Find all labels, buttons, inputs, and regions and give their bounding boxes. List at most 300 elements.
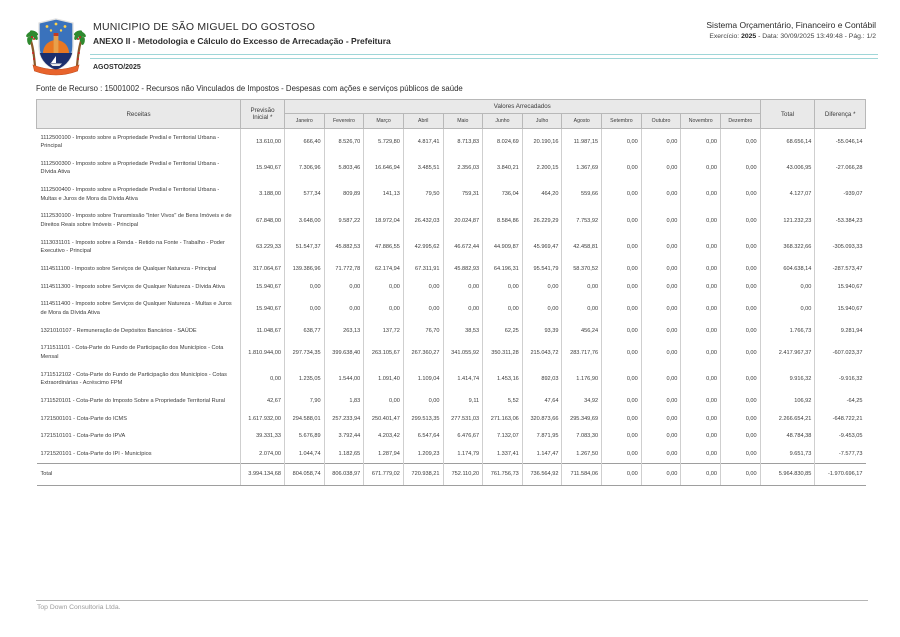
- receita-name: 1114511100 - Imposto sobre Serviços de Qualquer Natureza - Principal: [40, 266, 217, 273]
- col-month-fevereiro: Fevereiro: [324, 114, 364, 129]
- cell-marco: 47.886,55: [364, 234, 404, 260]
- cell-abril: 3.485,51: [403, 155, 443, 181]
- cell-junho: 0,00: [483, 296, 523, 322]
- cell-maio: 20.024,87: [443, 208, 483, 234]
- cell-marco: 0,00: [364, 392, 404, 410]
- cell-abril: 1.109,04: [403, 366, 443, 392]
- cell-fevereiro: 809,89: [324, 182, 364, 208]
- palm-right: [73, 29, 86, 66]
- cell-marco: 137,72: [364, 322, 404, 340]
- cell-fevereiro: 71.772,78: [324, 261, 364, 279]
- cell-previsao-inicial: 1.617.932,00: [241, 410, 285, 428]
- cell-abril: 4.817,41: [403, 129, 443, 156]
- cell-novembro: 0,00: [681, 445, 721, 463]
- cell-fevereiro: 1.182,65: [324, 445, 364, 463]
- cell-novembro: 0,00: [681, 464, 721, 486]
- cell-fevereiro: 263,13: [324, 322, 364, 340]
- cell-junho: 64.196,31: [483, 261, 523, 279]
- table-row: [37, 445, 866, 463]
- table-header: [37, 100, 866, 129]
- cell-julho: 0,00: [522, 296, 562, 322]
- cell-julho: 1.147,47: [522, 445, 562, 463]
- col-month-outubro: Outubro: [641, 114, 681, 129]
- col-month-abril: Abril: [403, 114, 443, 129]
- receita-name: 1112500100 - Imposto sobre a Propriedade Predial e Territorial Urbana - Principal: [40, 134, 220, 150]
- receita-name: 1113031101 - Imposto sobre a Renda - Retido na Fonte - Trabalho - Poder Executivo - Principal: [40, 239, 225, 255]
- cell-maio: 0,00: [443, 296, 483, 322]
- cell-setembro: 0,00: [602, 182, 642, 208]
- cell-maio: 0,00: [443, 278, 483, 296]
- cell-previsao-inicial: 1.810.944,00: [241, 340, 285, 366]
- cell-abril: 0,00: [403, 296, 443, 322]
- cell-outubro: 0,00: [641, 392, 681, 410]
- cell-diferenca: 15.940,67: [815, 296, 866, 322]
- cell-janeiro: 666,40: [284, 129, 324, 156]
- col-month-agosto: Agosto: [562, 114, 602, 129]
- cell-agosto: 456,24: [562, 322, 602, 340]
- report-meta: [706, 33, 876, 40]
- cell-junho: 8.584,86: [483, 208, 523, 234]
- cell-novembro: 0,00: [681, 129, 721, 156]
- cell-fevereiro: 399.638,40: [324, 340, 364, 366]
- cell-maio: 341.055,92: [443, 340, 483, 366]
- cell-fevereiro: 1,83: [324, 392, 364, 410]
- cell-maio: 759,31: [443, 182, 483, 208]
- footer-company: Top Down Consultoria Ltda.: [37, 604, 121, 611]
- receita-name: 1321010107 - Remuneração de Depósitos Bancários - SAÚDE: [40, 327, 197, 334]
- cell-junho: 271.163,06: [483, 410, 523, 428]
- cell-outubro: 0,00: [641, 261, 681, 279]
- col-total: Total: [760, 100, 815, 129]
- cell-maio: 752.110,20: [443, 464, 483, 486]
- footer-divider: [36, 600, 868, 601]
- col-month-janeiro: Janeiro: [284, 114, 324, 129]
- cell-dezembro: 0,00: [721, 296, 761, 322]
- cell-setembro: 0,00: [602, 155, 642, 181]
- col-month-julho: Julho: [522, 114, 562, 129]
- cell-total: 0,00: [760, 278, 815, 296]
- cell-junho: 350.311,28: [483, 340, 523, 366]
- cell-janeiro: 1.044,74: [284, 445, 324, 463]
- cell-janeiro: 139.386,96: [284, 261, 324, 279]
- cell-previsao-inicial: 39.331,33: [241, 428, 285, 446]
- cell-agosto: 711.584,06: [562, 464, 602, 486]
- cell-setembro: 0,00: [602, 129, 642, 156]
- cell-dezembro: 0,00: [721, 464, 761, 486]
- cell-novembro: 0,00: [681, 340, 721, 366]
- cell-marco: 263.105,67: [364, 340, 404, 366]
- cell-julho: 93,39: [522, 322, 562, 340]
- cell-diferenca: -1.970.696,17: [815, 464, 866, 486]
- cell-setembro: 0,00: [602, 340, 642, 366]
- cell-novembro: 0,00: [681, 428, 721, 446]
- cell-dezembro: 0,00: [721, 366, 761, 392]
- cell-novembro: 0,00: [681, 234, 721, 260]
- cell-total: 0,00: [760, 296, 815, 322]
- cell-setembro: 0,00: [602, 322, 642, 340]
- table-row: [37, 234, 866, 260]
- cell-previsao-inicial: 15.940,67: [241, 278, 285, 296]
- cell-dezembro: 0,00: [721, 129, 761, 156]
- cell-marco: 250.401,47: [364, 410, 404, 428]
- cell-dezembro: 0,00: [721, 322, 761, 340]
- cell-total: 2.266.654,21: [760, 410, 815, 428]
- cell-total: 4.127,07: [760, 182, 815, 208]
- cell-setembro: 0,00: [602, 428, 642, 446]
- cell-outubro: 0,00: [641, 366, 681, 392]
- cell-abril: 1.209,23: [403, 445, 443, 463]
- cell-janeiro: 577,34: [284, 182, 324, 208]
- table-row: [37, 322, 866, 340]
- cell-novembro: 0,00: [681, 410, 721, 428]
- cell-total: 121.232,23: [760, 208, 815, 234]
- cell-outubro: 0,00: [641, 322, 681, 340]
- cell-setembro: 0,00: [602, 261, 642, 279]
- receita-name: Total: [37, 464, 241, 486]
- cell-total: 48.784,38: [760, 428, 815, 446]
- cell-junho: 761.756,73: [483, 464, 523, 486]
- cell-dezembro: 0,00: [721, 428, 761, 446]
- col-valores-arrecadados: Valores Arrecadados: [284, 100, 760, 114]
- cell-julho: 215.043,72: [522, 340, 562, 366]
- table-row: [37, 296, 866, 322]
- cell-diferenca: -305.093,33: [815, 234, 866, 260]
- cell-abril: 26.432,03: [403, 208, 443, 234]
- cell-agosto: 283.717,76: [562, 340, 602, 366]
- funding-source-line: Fonte de Recurso : 15001002 - Recursos não Vinculados de Impostos - Despesas com ações e serviços públicos de saúde: [36, 84, 463, 93]
- cell-marco: 671.779,02: [364, 464, 404, 486]
- cell-marco: 1.091,40: [364, 366, 404, 392]
- table-body: [37, 129, 866, 486]
- cell-previsao-inicial: 42,67: [241, 392, 285, 410]
- cell-total: 5.964.830,85: [760, 464, 815, 486]
- cell-abril: 299.513,35: [403, 410, 443, 428]
- cell-janeiro: 5.676,89: [284, 428, 324, 446]
- cell-diferenca: -9.916,32: [815, 366, 866, 392]
- cell-maio: 38,53: [443, 322, 483, 340]
- cell-previsao-inicial: 15.940,67: [241, 155, 285, 181]
- cell-marco: 0,00: [364, 278, 404, 296]
- cell-diferenca: -607.023,37: [815, 340, 866, 366]
- cell-maio: 45.882,93: [443, 261, 483, 279]
- cell-total: 43.006,95: [760, 155, 815, 181]
- cell-novembro: 0,00: [681, 208, 721, 234]
- cell-previsao-inicial: 13.610,00: [241, 129, 285, 156]
- cell-total: 2.417.967,37: [760, 340, 815, 366]
- cell-novembro: 0,00: [681, 392, 721, 410]
- cell-janeiro: 804.058,74: [284, 464, 324, 486]
- header-divider: [90, 54, 878, 59]
- cell-diferenca: -55.046,14: [815, 129, 866, 156]
- cell-dezembro: 0,00: [721, 340, 761, 366]
- cell-marco: 5.729,80: [364, 129, 404, 156]
- cell-diferenca: -287.573,47: [815, 261, 866, 279]
- table-row: [37, 428, 866, 446]
- cell-fevereiro: 3.792,44: [324, 428, 364, 446]
- cell-maio: 8.713,83: [443, 129, 483, 156]
- cell-previsao-inicial: 15.940,67: [241, 296, 285, 322]
- cell-julho: 0,00: [522, 278, 562, 296]
- cell-julho: 95.541,79: [522, 261, 562, 279]
- cell-previsao-inicial: 67.848,00: [241, 208, 285, 234]
- report-header-right: [706, 20, 876, 40]
- cell-agosto: 0,00: [562, 278, 602, 296]
- report-period: AGOSTO/2025: [93, 64, 141, 71]
- receita-name: 1711520101 - Cota-Parte do Imposto Sobre a Propriedade Territorial Rural: [40, 397, 225, 404]
- cell-janeiro: 0,00: [284, 296, 324, 322]
- cell-setembro: 0,00: [602, 208, 642, 234]
- cell-marco: 62.174,94: [364, 261, 404, 279]
- cell-janeiro: 51.547,37: [284, 234, 324, 260]
- cell-setembro: 0,00: [602, 445, 642, 463]
- cell-junho: 5,52: [483, 392, 523, 410]
- cell-junho: 7.132,07: [483, 428, 523, 446]
- municipality-title: MUNICIPIO DE SÃO MIGUEL DO GOSTOSO: [93, 21, 316, 33]
- cell-total: 9.651,73: [760, 445, 815, 463]
- receita-name: 1711512102 - Cota-Parte do Fundo de Participação dos Municípios - Cotas Extraordinárias - Acréscimo FPM: [40, 371, 227, 387]
- receita-name: 1721520101 - Cota-Parte do IPI - Municípios: [40, 450, 152, 457]
- cell-marco: 0,00: [364, 296, 404, 322]
- table-row: [37, 129, 866, 156]
- col-month-dezembro: Dezembro: [721, 114, 761, 129]
- cell-total: 9.916,32: [760, 366, 815, 392]
- cell-setembro: 0,00: [602, 464, 642, 486]
- cell-novembro: 0,00: [681, 155, 721, 181]
- cell-julho: 20.190,16: [522, 129, 562, 156]
- cell-dezembro: 0,00: [721, 155, 761, 181]
- cell-janeiro: 638,77: [284, 322, 324, 340]
- cell-previsao-inicial: 2.074,00: [241, 445, 285, 463]
- cell-previsao-inicial: 11.048,67: [241, 322, 285, 340]
- cell-agosto: 7.753,92: [562, 208, 602, 234]
- cell-junho: 0,00: [483, 278, 523, 296]
- cell-fevereiro: 8.526,70: [324, 129, 364, 156]
- receita-name: 1114511400 - Imposto sobre Serviços de Qualquer Natureza - Multas e Juros de Mora da Dívida Ativa: [40, 301, 232, 317]
- cell-diferenca: -939,07: [815, 182, 866, 208]
- cell-marco: 1.287,94: [364, 445, 404, 463]
- col-month-maio: Maio: [443, 114, 483, 129]
- table-row: [37, 392, 866, 410]
- receita-name: 1114511300 - Imposto sobre Serviços de Qualquer Natureza - Dívida Ativa: [40, 283, 225, 290]
- cell-marco: 4.203,42: [364, 428, 404, 446]
- cell-janeiro: 7,90: [284, 392, 324, 410]
- cell-outubro: 0,00: [641, 182, 681, 208]
- cell-dezembro: 0,00: [721, 410, 761, 428]
- table-row: [37, 366, 866, 392]
- exercicio-value: 2025: [741, 33, 757, 40]
- col-receitas: Receitas: [37, 100, 241, 129]
- cell-maio: 6.476,67: [443, 428, 483, 446]
- cell-junho: 1.337,41: [483, 445, 523, 463]
- cell-agosto: 0,00: [562, 296, 602, 322]
- cell-diferenca: -53.384,23: [815, 208, 866, 234]
- cell-total: 1.766,73: [760, 322, 815, 340]
- table-row: [37, 278, 866, 296]
- cell-julho: 320.873,66: [522, 410, 562, 428]
- cell-outubro: 0,00: [641, 428, 681, 446]
- system-name: Sistema Orçamentário, Financeiro e Contábil: [706, 20, 876, 30]
- cell-total: 68.656,14: [760, 129, 815, 156]
- cell-agosto: 1.267,50: [562, 445, 602, 463]
- cell-julho: 464,20: [522, 182, 562, 208]
- cell-diferenca: 9.281,94: [815, 322, 866, 340]
- cell-total: 368.322,66: [760, 234, 815, 260]
- table-row: [37, 208, 866, 234]
- table-row: [37, 410, 866, 428]
- cell-novembro: 0,00: [681, 182, 721, 208]
- cell-setembro: 0,00: [602, 392, 642, 410]
- cell-abril: 267.360,27: [403, 340, 443, 366]
- cell-outubro: 0,00: [641, 278, 681, 296]
- cell-agosto: 34,92: [562, 392, 602, 410]
- table-row: [37, 340, 866, 366]
- col-month-marco: Março: [364, 114, 404, 129]
- cell-julho: 47,64: [522, 392, 562, 410]
- col-month-novembro: Novembro: [681, 114, 721, 129]
- revenue-table: [36, 99, 866, 486]
- revenue-table-wrap: [36, 99, 866, 486]
- cell-outubro: 0,00: [641, 234, 681, 260]
- receita-name: 1711511101 - Cota-Parte do Fundo de Participação dos Municípios - Cota Mensal: [40, 345, 224, 360]
- cell-dezembro: 0,00: [721, 234, 761, 260]
- cell-fevereiro: 806.038,97: [324, 464, 364, 486]
- cell-fevereiro: 9.587,22: [324, 208, 364, 234]
- cell-outubro: 0,00: [641, 445, 681, 463]
- cell-junho: 736,04: [483, 182, 523, 208]
- receita-name: 1721510101 - Cota-Parte do IPVA: [40, 433, 126, 440]
- cell-agosto: 1.367,69: [562, 155, 602, 181]
- cell-dezembro: 0,00: [721, 278, 761, 296]
- cell-outubro: 0,00: [641, 340, 681, 366]
- cell-previsao-inicial: 0,00: [241, 366, 285, 392]
- cell-junho: 44.909,87: [483, 234, 523, 260]
- cell-diferenca: -9.453,05: [815, 428, 866, 446]
- cell-outubro: 0,00: [641, 129, 681, 156]
- cell-fevereiro: 45.882,53: [324, 234, 364, 260]
- cell-janeiro: 1.235,05: [284, 366, 324, 392]
- cell-fevereiro: 257.233,94: [324, 410, 364, 428]
- cell-julho: 736.564,92: [522, 464, 562, 486]
- cell-abril: 0,00: [403, 392, 443, 410]
- crest-icon: [26, 13, 86, 77]
- cell-abril: 76,70: [403, 322, 443, 340]
- cell-janeiro: 294.588,01: [284, 410, 324, 428]
- cell-previsao-inicial: 3.994.134,68: [241, 464, 285, 486]
- table-row: [37, 261, 866, 279]
- cell-junho: 1.453,16: [483, 366, 523, 392]
- cell-junho: 62,25: [483, 322, 523, 340]
- cell-outubro: 0,00: [641, 296, 681, 322]
- cell-julho: 2.200,15: [522, 155, 562, 181]
- cell-janeiro: 3.648,00: [284, 208, 324, 234]
- cell-outubro: 0,00: [641, 464, 681, 486]
- cell-janeiro: 0,00: [284, 278, 324, 296]
- cell-maio: 2.356,03: [443, 155, 483, 181]
- cell-julho: 45.969,47: [522, 234, 562, 260]
- cell-novembro: 0,00: [681, 296, 721, 322]
- cell-dezembro: 0,00: [721, 208, 761, 234]
- cell-fevereiro: 5.803,46: [324, 155, 364, 181]
- report-header-left: [93, 21, 613, 46]
- cell-dezembro: 0,00: [721, 445, 761, 463]
- cell-agosto: 42.458,81: [562, 234, 602, 260]
- col-month-setembro: Setembro: [602, 114, 642, 129]
- cell-diferenca: -648.722,21: [815, 410, 866, 428]
- municipality-crest: [26, 13, 86, 77]
- cell-abril: 79,50: [403, 182, 443, 208]
- cell-outubro: 0,00: [641, 208, 681, 234]
- cell-diferenca: -64,25: [815, 392, 866, 410]
- cell-agosto: 58.370,52: [562, 261, 602, 279]
- report-title: ANEXO II - Metodologia e Cálculo do Excesso de Arrecadação - Prefeitura: [93, 36, 391, 46]
- cell-abril: 42.995,62: [403, 234, 443, 260]
- cell-janeiro: 297.734,35: [284, 340, 324, 366]
- receita-name: 1721500101 - Cota-Parte do ICMS: [40, 415, 127, 422]
- cell-total: 106,92: [760, 392, 815, 410]
- cell-novembro: 0,00: [681, 261, 721, 279]
- cell-outubro: 0,00: [641, 155, 681, 181]
- col-month-junho: Junho: [483, 114, 523, 129]
- col-previsao-inicial: Previsão Inicial *: [241, 100, 285, 129]
- cell-setembro: 0,00: [602, 366, 642, 392]
- meta-rest: - Data: 30/09/2025 13:49:48 - Pág.: 1/2: [756, 33, 876, 40]
- receita-name: 1112530100 - Imposto sobre Transmissão "Inter Vivos" de Bens Imóveis e de Direitos Reais sobre Imóveis - Principal: [40, 213, 232, 229]
- cell-setembro: 0,00: [602, 296, 642, 322]
- cell-previsao-inicial: 3.188,00: [241, 182, 285, 208]
- cell-fevereiro: 0,00: [324, 296, 364, 322]
- cell-janeiro: 7.306,96: [284, 155, 324, 181]
- cell-novembro: 0,00: [681, 278, 721, 296]
- cell-julho: 7.871,95: [522, 428, 562, 446]
- cell-fevereiro: 0,00: [324, 278, 364, 296]
- cell-maio: 9,11: [443, 392, 483, 410]
- cell-novembro: 0,00: [681, 366, 721, 392]
- cell-abril: 0,00: [403, 278, 443, 296]
- receita-name: 1112500300 - Imposto sobre a Propriedade Predial e Territorial Urbana - Dívida Ativa: [40, 160, 220, 176]
- exercicio-label: Exercício:: [709, 33, 742, 40]
- receita-name: 1112500400 - Imposto sobre a Propriedade Predial e Territorial Urbana - Multas e Juros de Mora da Dívida Ativa: [40, 187, 220, 202]
- cell-agosto: 559,66: [562, 182, 602, 208]
- cell-previsao-inicial: 63.229,33: [241, 234, 285, 260]
- col-diferenca: Diferença *: [815, 100, 866, 129]
- cell-agosto: 7.083,30: [562, 428, 602, 446]
- table-total-row: [37, 464, 866, 486]
- cell-setembro: 0,00: [602, 278, 642, 296]
- table-row: [37, 155, 866, 181]
- cell-marco: 18.972,04: [364, 208, 404, 234]
- cell-novembro: 0,00: [681, 322, 721, 340]
- cell-agosto: 11.987,15: [562, 129, 602, 156]
- cell-maio: 46.672,44: [443, 234, 483, 260]
- cell-agosto: 1.176,90: [562, 366, 602, 392]
- cell-junho: 3.840,21: [483, 155, 523, 181]
- palm-left: [26, 29, 39, 66]
- cell-maio: 277.531,03: [443, 410, 483, 428]
- cell-total: 604.638,14: [760, 261, 815, 279]
- cell-dezembro: 0,00: [721, 392, 761, 410]
- cell-julho: 26.229,29: [522, 208, 562, 234]
- cell-diferenca: 15.940,67: [815, 278, 866, 296]
- cell-julho: 892,03: [522, 366, 562, 392]
- cell-maio: 1.174,79: [443, 445, 483, 463]
- cell-dezembro: 0,00: [721, 182, 761, 208]
- cell-junho: 8.024,69: [483, 129, 523, 156]
- cell-marco: 16.646,94: [364, 155, 404, 181]
- cell-setembro: 0,00: [602, 410, 642, 428]
- cell-dezembro: 0,00: [721, 261, 761, 279]
- cell-diferenca: -27.066,28: [815, 155, 866, 181]
- cell-setembro: 0,00: [602, 234, 642, 260]
